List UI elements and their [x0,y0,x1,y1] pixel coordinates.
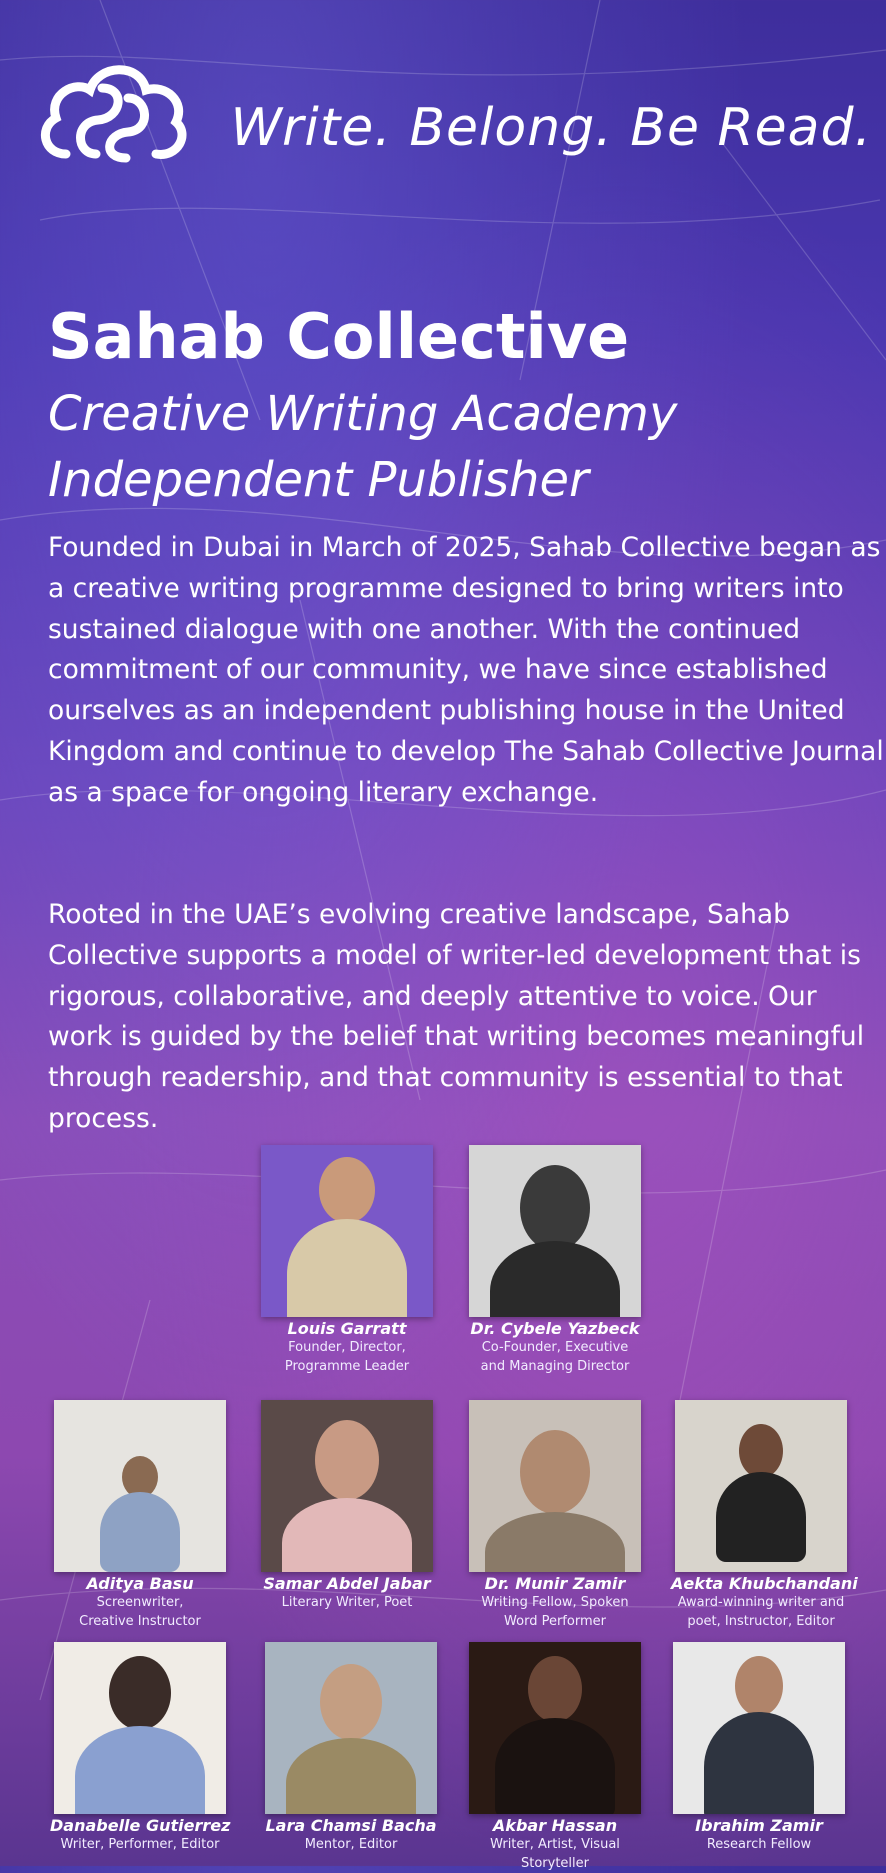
member-photo [469,1400,641,1572]
team-member-card [257,1145,437,1376]
tagline: Write. Belong. Be Read. [230,98,872,158]
member-role: Founder, Director, Programme Leader [284,1340,410,1374]
about-paragraph-1: Founded in Dubai in March of 2025, Sahab Collective began as a creative writing programme designed to bring writers into sustained dialogue with one another. With the continued commitment of our community, we have since established ourselves as an independent publishing house in the United Kingdom and continue to develop The Sahab Collective Journal as a space for ongoing literary exchange. [48,532,884,808]
member-name: Dr. Cybele Yazbeck [470,1319,640,1338]
member-name: Louis Garratt [287,1319,407,1338]
member-photo [54,1642,226,1814]
team-member-card [261,1642,441,1854]
member-name: Samar Abdel Jabar [263,1574,431,1593]
member-name: Aditya Basu [86,1574,194,1593]
member-name: Aekta Khubchandani [671,1574,858,1593]
member-name: Ibrahim Zamir [695,1816,823,1835]
subtitle-publisher: Independent Publisher [48,452,589,508]
member-photo [265,1642,437,1814]
member-photo [673,1642,845,1814]
member-role: Literary Writer, Poet [281,1595,413,1610]
member-photo [675,1400,847,1572]
member-photo [469,1642,641,1814]
team-member-card [50,1400,230,1631]
team-member-card [465,1400,645,1631]
subtitle-academy: Creative Writing Academy [48,386,678,442]
member-role: Research Fellow [706,1837,812,1852]
brand-title: Sahab Collective [48,300,630,373]
member-role: Writer, Artist, Visual Storyteller [490,1837,620,1871]
team-member-card [671,1400,858,1631]
member-role: Award-winning writer and poet, Instructor, Editor [677,1595,845,1629]
member-role: Writing Fellow, Spoken Word Performer [481,1595,629,1629]
team-member-card [669,1642,849,1854]
about-paragraph-2: Rooted in the UAE’s evolving creative landscape, Sahab Collective supports a model of writer-led development that is rigorous, collaborative, and deeply attentive to voice. Our work is guided by the belief that writing becomes meaningful through readership, and that community is essential to that process. [48,899,865,1134]
member-role: Mentor, Editor [304,1837,398,1852]
member-role: Writer, Performer, Editor [60,1837,220,1852]
member-role: Screenwriter, Creative Instructor [79,1595,201,1629]
member-name: Akbar Hassan [492,1816,618,1835]
member-name: Danabelle Gutierrez [50,1816,231,1835]
team-member-card [50,1642,230,1854]
member-photo [261,1400,433,1572]
team-member-card [465,1642,645,1873]
member-name: Dr. Munir Zamir [484,1574,626,1593]
member-photo [261,1145,433,1317]
member-role: Co-Founder, Executive and Managing Director [480,1340,630,1374]
cloud-logo-icon [36,58,190,166]
member-name: Lara Chamsi Bacha [265,1816,437,1835]
team-member-card [465,1145,645,1376]
member-photo [469,1145,641,1317]
member-photo [54,1400,226,1572]
team-member-card [257,1400,437,1612]
